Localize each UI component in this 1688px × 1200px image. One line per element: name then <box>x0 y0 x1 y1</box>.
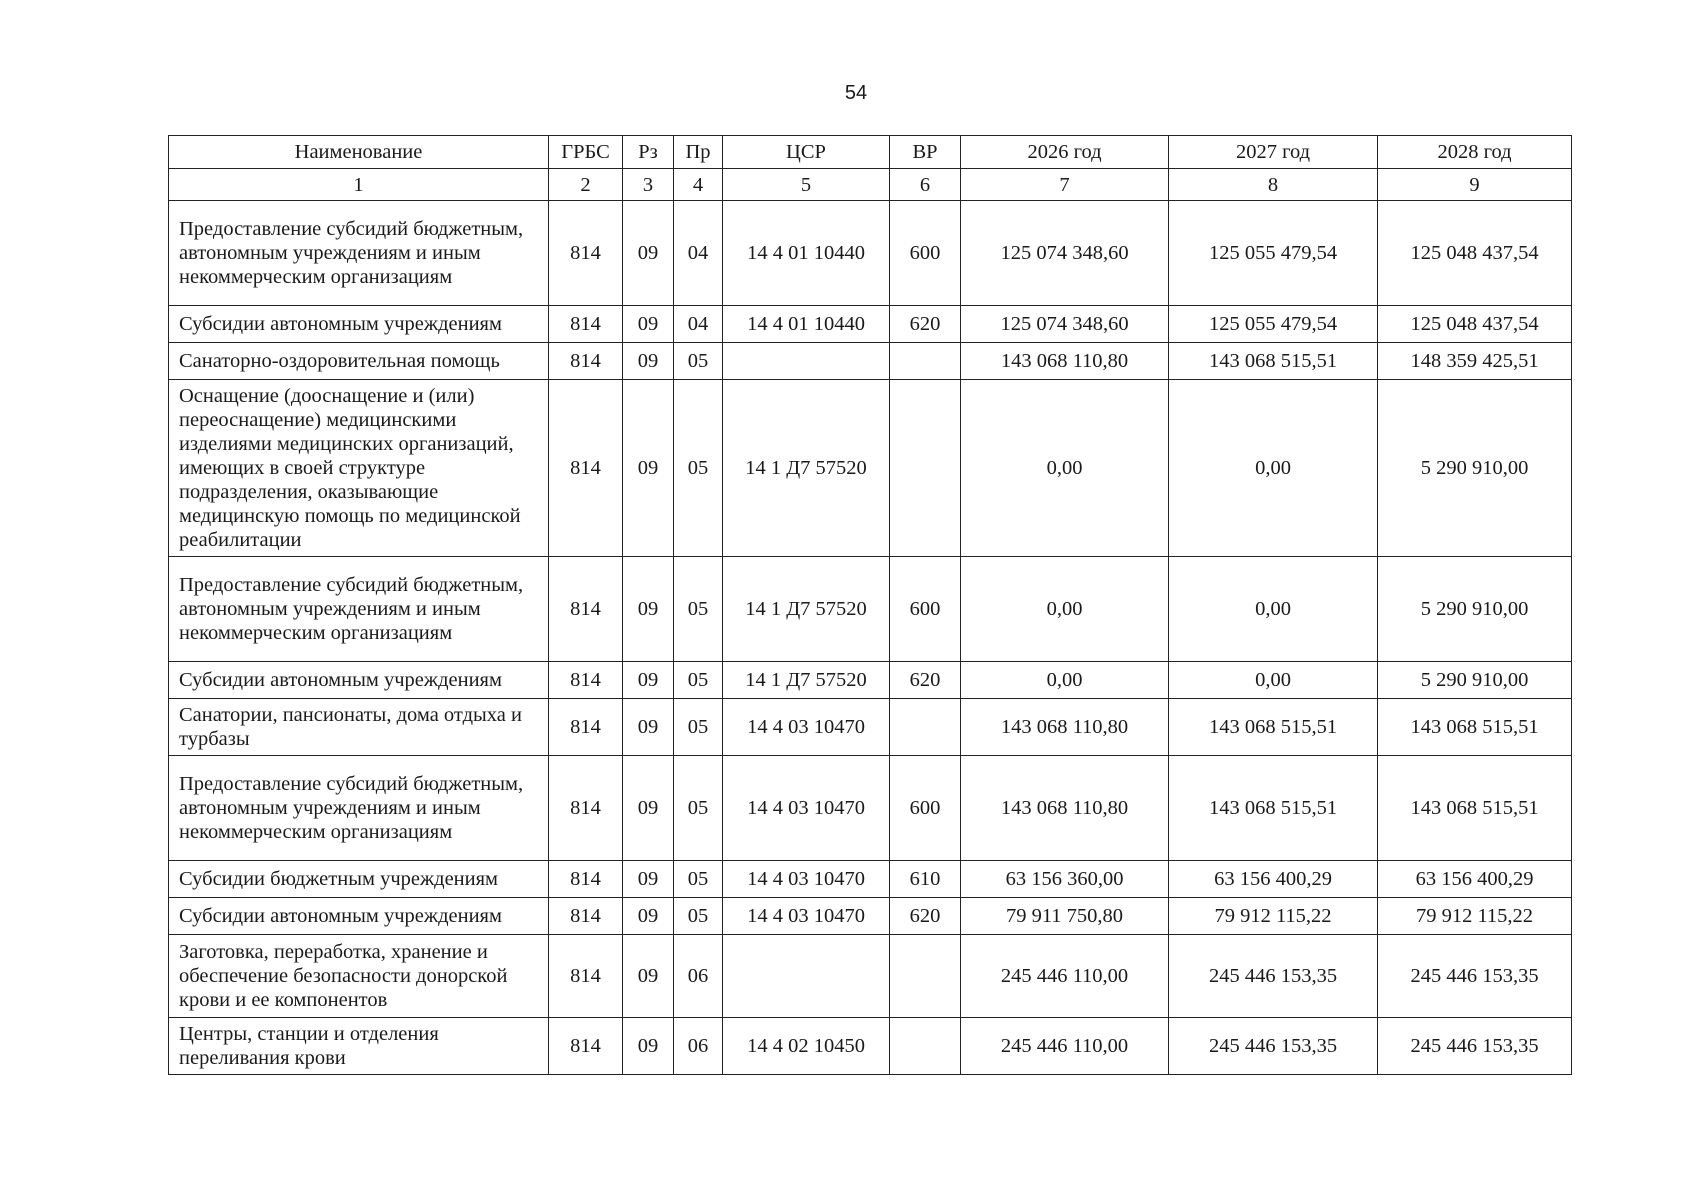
page-number: 54 <box>844 82 868 104</box>
rz-cell: 09 <box>623 201 674 306</box>
csr-cell: 14 1 Д7 57520 <box>723 557 890 662</box>
vr-cell: 600 <box>890 756 961 861</box>
vr-cell: 610 <box>890 861 961 898</box>
grbs-cell: 814 <box>549 756 623 861</box>
grbs-cell: 814 <box>549 1018 623 1075</box>
grbs-cell: 814 <box>549 662 623 699</box>
vr-cell <box>890 343 961 380</box>
column-number-cell: 4 <box>674 169 723 201</box>
amount-2027-cell: 0,00 <box>1169 380 1378 557</box>
grbs-cell: 814 <box>549 699 623 756</box>
table-row <box>169 756 1572 861</box>
row-name-cell: Предоставление субсидий бюджетным, автономным учреждениям и иным некоммерческим организациям <box>169 201 549 306</box>
table-row <box>169 861 1572 898</box>
column-number-cell: 1 <box>169 169 549 201</box>
budget-table <box>168 135 1572 1075</box>
csr-cell: 14 4 03 10470 <box>723 699 890 756</box>
header-cell: ГРБС <box>549 136 623 169</box>
vr-cell <box>890 699 961 756</box>
pr-cell: 06 <box>674 935 723 1018</box>
column-number-cell: 5 <box>723 169 890 201</box>
vr-cell <box>890 380 961 557</box>
vr-cell: 620 <box>890 662 961 699</box>
grbs-cell: 814 <box>549 935 623 1018</box>
vr-cell: 620 <box>890 306 961 343</box>
vr-cell <box>890 1018 961 1075</box>
amount-2026-cell: 245 446 110,00 <box>961 1018 1169 1075</box>
table-row <box>169 306 1572 343</box>
amount-2027-cell: 125 055 479,54 <box>1169 201 1378 306</box>
table-row <box>169 699 1572 756</box>
table-row <box>169 935 1572 1018</box>
grbs-cell: 814 <box>549 557 623 662</box>
header-cell: ВР <box>890 136 961 169</box>
header-row <box>169 136 1572 169</box>
column-number-cell: 9 <box>1378 169 1572 201</box>
rz-cell: 09 <box>623 935 674 1018</box>
header-cell: 2027 год <box>1169 136 1378 169</box>
grbs-cell: 814 <box>549 306 623 343</box>
amount-2028-cell: 5 290 910,00 <box>1378 557 1572 662</box>
amount-2027-cell: 143 068 515,51 <box>1169 699 1378 756</box>
column-number-row <box>169 169 1572 201</box>
column-number-cell: 8 <box>1169 169 1378 201</box>
amount-2026-cell: 245 446 110,00 <box>961 935 1169 1018</box>
amount-2028-cell: 79 912 115,22 <box>1378 898 1572 935</box>
csr-cell: 14 4 02 10450 <box>723 1018 890 1075</box>
pr-cell: 05 <box>674 861 723 898</box>
rz-cell: 09 <box>623 343 674 380</box>
rz-cell: 09 <box>623 380 674 557</box>
row-name-cell: Заготовка, переработка, хранение и обеспечение безопасности донорской крови и ее компонентов <box>169 935 549 1018</box>
amount-2027-cell: 63 156 400,29 <box>1169 861 1378 898</box>
vr-cell: 620 <box>890 898 961 935</box>
amount-2027-cell: 125 055 479,54 <box>1169 306 1378 343</box>
rz-cell: 09 <box>623 306 674 343</box>
header-cell: Наименование <box>169 136 549 169</box>
pr-cell: 06 <box>674 1018 723 1075</box>
amount-2026-cell: 0,00 <box>961 380 1169 557</box>
pr-cell: 05 <box>674 699 723 756</box>
header-cell: Пр <box>674 136 723 169</box>
rz-cell: 09 <box>623 1018 674 1075</box>
amount-2027-cell: 143 068 515,51 <box>1169 343 1378 380</box>
row-name-cell: Предоставление субсидий бюджетным, автономным учреждениям и иным некоммерческим организациям <box>169 557 549 662</box>
table-row <box>169 380 1572 557</box>
pr-cell: 05 <box>674 756 723 861</box>
amount-2027-cell: 143 068 515,51 <box>1169 756 1378 861</box>
pr-cell: 05 <box>674 898 723 935</box>
row-name-cell: Субсидии автономным учреждениям <box>169 898 549 935</box>
row-name-cell: Предоставление субсидий бюджетным, автономным учреждениям и иным некоммерческим организациям <box>169 756 549 861</box>
amount-2026-cell: 143 068 110,80 <box>961 756 1169 861</box>
table-row <box>169 201 1572 306</box>
pr-cell: 05 <box>674 557 723 662</box>
row-name-cell: Оснащение (дооснащение и (или) переоснащение) медицинскими изделиями медицинских организаций, имеющих в своей структуре подразделения, оказывающие медицинскую помощь по медицинской реабилитации <box>169 380 549 557</box>
csr-cell: 14 4 01 10440 <box>723 201 890 306</box>
amount-2028-cell: 5 290 910,00 <box>1378 662 1572 699</box>
column-number-cell: 2 <box>549 169 623 201</box>
csr-cell: 14 4 03 10470 <box>723 898 890 935</box>
grbs-cell: 814 <box>549 343 623 380</box>
column-number-cell: 3 <box>623 169 674 201</box>
amount-2028-cell: 148 359 425,51 <box>1378 343 1572 380</box>
row-name-cell: Субсидии автономным учреждениям <box>169 662 549 699</box>
amount-2027-cell: 0,00 <box>1169 662 1378 699</box>
grbs-cell: 814 <box>549 898 623 935</box>
pr-cell: 05 <box>674 380 723 557</box>
rz-cell: 09 <box>623 662 674 699</box>
grbs-cell: 814 <box>549 201 623 306</box>
csr-cell: 14 1 Д7 57520 <box>723 662 890 699</box>
rz-cell: 09 <box>623 557 674 662</box>
vr-cell <box>890 935 961 1018</box>
csr-cell <box>723 935 890 1018</box>
amount-2026-cell: 125 074 348,60 <box>961 201 1169 306</box>
amount-2026-cell: 0,00 <box>961 662 1169 699</box>
column-number-cell: 7 <box>961 169 1169 201</box>
rz-cell: 09 <box>623 861 674 898</box>
amount-2027-cell: 245 446 153,35 <box>1169 935 1378 1018</box>
vr-cell: 600 <box>890 557 961 662</box>
amount-2026-cell: 143 068 110,80 <box>961 699 1169 756</box>
row-name-cell: Санаторно-оздоровительная помощь <box>169 343 549 380</box>
row-name-cell: Центры, станции и отделения переливания крови <box>169 1018 549 1075</box>
pr-cell: 04 <box>674 306 723 343</box>
rz-cell: 09 <box>623 898 674 935</box>
amount-2028-cell: 5 290 910,00 <box>1378 380 1572 557</box>
csr-cell: 14 1 Д7 57520 <box>723 380 890 557</box>
row-name-cell: Санатории, пансионаты, дома отдыха и турбазы <box>169 699 549 756</box>
table-row <box>169 898 1572 935</box>
header-cell: Рз <box>623 136 674 169</box>
amount-2028-cell: 63 156 400,29 <box>1378 861 1572 898</box>
amount-2027-cell: 79 912 115,22 <box>1169 898 1378 935</box>
vr-cell: 600 <box>890 201 961 306</box>
amount-2028-cell: 125 048 437,54 <box>1378 306 1572 343</box>
pr-cell: 04 <box>674 201 723 306</box>
amount-2028-cell: 143 068 515,51 <box>1378 756 1572 861</box>
amount-2028-cell: 245 446 153,35 <box>1378 1018 1572 1075</box>
header-cell: ЦСР <box>723 136 890 169</box>
amount-2028-cell: 143 068 515,51 <box>1378 699 1572 756</box>
table-row <box>169 343 1572 380</box>
header-cell: 2028 год <box>1378 136 1572 169</box>
csr-cell <box>723 343 890 380</box>
amount-2028-cell: 125 048 437,54 <box>1378 201 1572 306</box>
amount-2026-cell: 63 156 360,00 <box>961 861 1169 898</box>
pr-cell: 05 <box>674 662 723 699</box>
table-row <box>169 662 1572 699</box>
grbs-cell: 814 <box>549 380 623 557</box>
csr-cell: 14 4 01 10440 <box>723 306 890 343</box>
amount-2028-cell: 245 446 153,35 <box>1378 935 1572 1018</box>
csr-cell: 14 4 03 10470 <box>723 756 890 861</box>
pr-cell: 05 <box>674 343 723 380</box>
amount-2026-cell: 0,00 <box>961 557 1169 662</box>
amount-2027-cell: 0,00 <box>1169 557 1378 662</box>
amount-2026-cell: 79 911 750,80 <box>961 898 1169 935</box>
rz-cell: 09 <box>623 756 674 861</box>
column-number-cell: 6 <box>890 169 961 201</box>
rz-cell: 09 <box>623 699 674 756</box>
grbs-cell: 814 <box>549 861 623 898</box>
row-name-cell: Субсидии автономным учреждениям <box>169 306 549 343</box>
amount-2027-cell: 245 446 153,35 <box>1169 1018 1378 1075</box>
row-name-cell: Субсидии бюджетным учреждениям <box>169 861 549 898</box>
amount-2026-cell: 143 068 110,80 <box>961 343 1169 380</box>
csr-cell: 14 4 03 10470 <box>723 861 890 898</box>
table-row <box>169 557 1572 662</box>
table-row <box>169 1018 1572 1075</box>
header-cell: 2026 год <box>961 136 1169 169</box>
amount-2026-cell: 125 074 348,60 <box>961 306 1169 343</box>
